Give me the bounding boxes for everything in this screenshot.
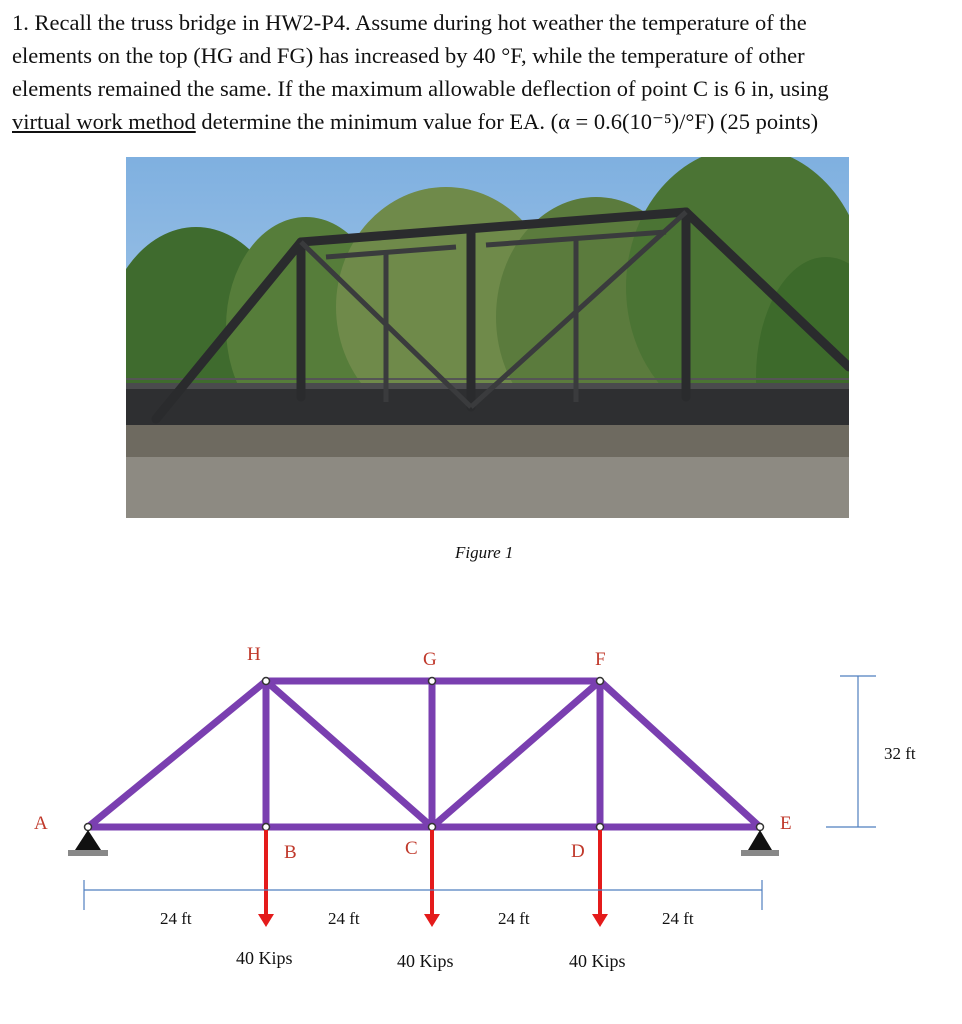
node-label-c: C bbox=[405, 838, 418, 859]
load-label-d: 40 Kips bbox=[569, 951, 626, 971]
joint-d bbox=[597, 824, 604, 831]
roller-support-e bbox=[741, 830, 779, 856]
problem-line-4 bbox=[12, 105, 952, 138]
span-label-3: 24 ft bbox=[498, 909, 530, 928]
member-ah bbox=[88, 681, 266, 827]
joint-c bbox=[429, 824, 436, 831]
problem-statement bbox=[12, 6, 952, 138]
node-label-a: A bbox=[34, 813, 48, 834]
height-dimension-line bbox=[826, 676, 876, 827]
node-label-f: F bbox=[595, 649, 606, 670]
joint-g bbox=[429, 678, 436, 685]
figure-caption: Figure 1 bbox=[455, 543, 514, 562]
joint-a bbox=[85, 824, 92, 831]
problem-line-3: elements remained the same. If the maximum allowable deflection of point C is 6 in, using bbox=[12, 76, 829, 101]
member-cf bbox=[432, 681, 600, 827]
span-label-2: 24 ft bbox=[328, 909, 360, 928]
joint-f bbox=[597, 678, 604, 685]
bridge-photo bbox=[126, 157, 849, 518]
span-label-4: 24 ft bbox=[662, 909, 694, 928]
node-label-h: H bbox=[247, 644, 261, 665]
virtual-work-method-text: virtual work method bbox=[12, 109, 196, 134]
pin-support-a bbox=[68, 830, 108, 856]
node-label-g: G bbox=[423, 649, 437, 670]
truss-joints bbox=[85, 678, 764, 831]
joint-h bbox=[263, 678, 270, 685]
joint-e bbox=[757, 824, 764, 831]
member-hc bbox=[266, 681, 432, 827]
problem-line-4-rest: determine the minimum value for EA. (α = 0.6(10⁻⁵)/°F) (25 points) bbox=[195, 109, 819, 134]
load-label-c: 40 Kips bbox=[397, 951, 454, 971]
load-label-b: 40 Kips bbox=[236, 948, 293, 968]
problem-line-1: 1. Recall the truss bridge in HW2-P4. Assume during hot weather the temperature of the bbox=[12, 10, 807, 35]
node-label-d: D bbox=[571, 841, 585, 862]
span-label-1: 24 ft bbox=[160, 909, 192, 928]
bridge-photo-illustration bbox=[126, 157, 849, 518]
member-fe bbox=[600, 681, 760, 827]
height-label: 32 ft bbox=[884, 744, 916, 763]
load-arrowhead-d bbox=[592, 914, 608, 927]
truss-members bbox=[88, 681, 760, 827]
load-arrows bbox=[258, 830, 608, 927]
load-arrowhead-c bbox=[424, 914, 440, 927]
problem-line-2: elements on the top (HG and FG) has increased by 40 °F, while the temperature of other bbox=[12, 43, 805, 68]
node-label-e: E bbox=[780, 813, 792, 834]
joint-b bbox=[263, 824, 270, 831]
load-arrowhead-b bbox=[258, 914, 274, 927]
span-dimension-line bbox=[84, 880, 762, 910]
node-label-b: B bbox=[284, 842, 297, 863]
truss-diagram bbox=[0, 630, 962, 1024]
